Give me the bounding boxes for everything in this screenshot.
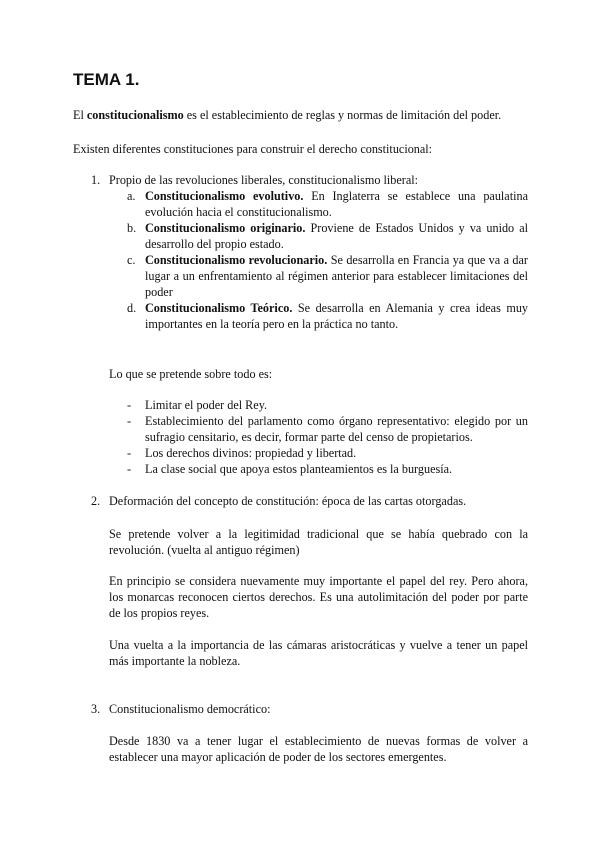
item-d-marker: d.: [127, 301, 137, 315]
item-c-text: Se desarrolla en Francia ya que va a dar lugar a un enfrentamiento al régimen anterior para establecer limitaciones del poder: [145, 253, 528, 299]
item-a: [145, 188, 528, 220]
item-c-term: Constitucionalismo revolucionario.: [145, 253, 328, 267]
section-2-paragraph-2: En principio se considera nuevamente muy importante el papel del rey. Pero ahora, los monarcas reconocen ciertos derechos. Es una autolimitación del poder por parte de los propios reyes.: [109, 574, 528, 620]
item-d: [145, 300, 528, 332]
item-d-term: Constitucionalismo Teórico.: [145, 301, 293, 315]
page-title: TEMA 1.: [73, 70, 140, 89]
section-2-marker: 2.: [91, 494, 101, 508]
item-a-text: En Inglaterra se establece una paulatina evolución hacia el constitucionalismo.: [145, 189, 528, 219]
intro-bold-term: constitucionalismo: [86, 108, 184, 122]
aim-3-marker: -: [127, 446, 132, 460]
item-c-marker: c.: [127, 253, 136, 267]
section-3-heading: Constitucionalismo democrático:: [109, 702, 271, 716]
intro-paragraph: [73, 107, 533, 123]
section-1-marker: 1.: [91, 173, 101, 187]
intro-text-end: es el establecimiento de reglas y normas de limitación del poder.: [183, 108, 502, 122]
intro-paragraph-2: Existen diferentes constituciones para construir el derecho constitucional:: [73, 142, 433, 156]
item-d-text: Se desarrolla en Alemania y crea ideas muy importantes en la teoría pero en la práctica no tanto.: [145, 301, 529, 331]
item-c: [145, 252, 528, 300]
section-1-heading: Propio de las revoluciones liberales, constitucionalismo liberal:: [109, 173, 419, 187]
aim-1: Limitar el poder del Rey.: [145, 398, 268, 412]
section-2-paragraph-3: Una vuelta a la importancia de las cámaras aristocráticas y vuelve a tener un papel más importante la nobleza.: [109, 638, 528, 668]
intro-text-start: El: [73, 108, 87, 122]
item-a-marker: a.: [127, 189, 136, 203]
item-a-term: Constitucionalismo evolutivo.: [145, 189, 304, 203]
aim-2-marker: -: [127, 414, 132, 428]
section-2-paragraph-1: Se pretende volver a la legitimidad tradicional que se había quebrado con la revolución. (vuelta al antiguo régimen): [109, 527, 528, 557]
section-2-heading: Deformación del concepto de constitución: época de las cartas otorgadas.: [109, 494, 467, 508]
item-b-marker: b.: [127, 221, 137, 235]
section-3-paragraph-1: Desde 1830 va a tener lugar el establecimiento de nuevas formas de volver a establecer una mayor aplicación de poder de los sectores emergentes.: [109, 734, 528, 764]
item-b-term: Constitucionalismo originario.: [145, 221, 306, 235]
aim-4: La clase social que apoya estos planteamientos es la burguesía.: [145, 462, 453, 476]
aim-3: Los derechos divinos: propiedad y libertad.: [145, 446, 357, 460]
item-b: [145, 220, 528, 252]
aim-4-marker: -: [127, 462, 132, 476]
item-b-text: Proviene de Estados Unidos y va unido al desarrollo del propio estado.: [145, 221, 528, 251]
aims-intro: Lo que se pretende sobre todo es:: [109, 367, 273, 381]
aim-1-marker: -: [127, 398, 132, 412]
section-3-marker: 3.: [91, 702, 101, 716]
aim-2: Establecimiento del parlamento como órgano representativo: elegido por un sufragio censitario, es decir, formar parte del censo de propietarios.: [145, 414, 528, 444]
